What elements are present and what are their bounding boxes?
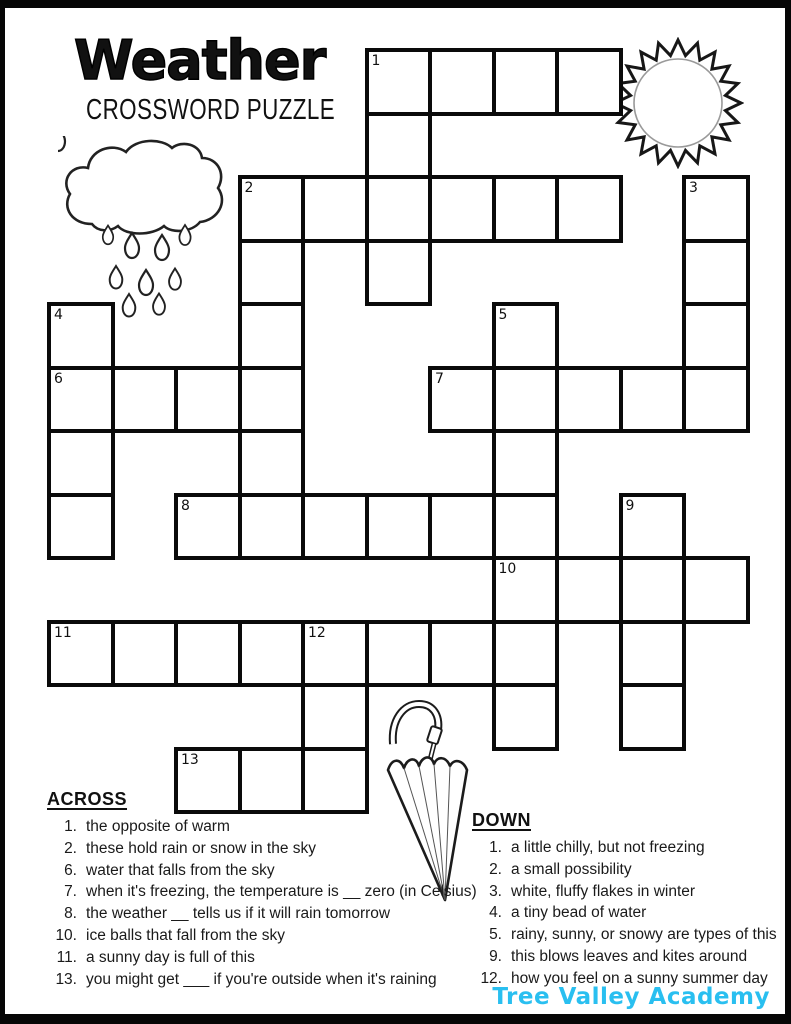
across-section	[47, 789, 492, 990]
grid-cell[interactable]	[492, 683, 560, 751]
grid-cell[interactable]	[365, 175, 433, 243]
across-clue-list	[47, 816, 492, 990]
grid-cell[interactable]	[301, 493, 369, 561]
page-subtitle: CROSSWORD PUZZLE	[86, 92, 336, 126]
grid-cell-number: 3	[689, 180, 698, 196]
clue-text: these hold rain or snow in the sky	[86, 839, 317, 857]
grid-cell-number: 1	[371, 53, 381, 69]
grid-cell-number: 9	[625, 497, 635, 514]
grid-cell[interactable]	[365, 239, 433, 307]
grid-cell[interactable]	[47, 429, 115, 497]
grid-cell[interactable]	[365, 112, 433, 180]
grid-cell-number: 7	[435, 370, 444, 387]
grid-cell[interactable]	[174, 620, 242, 688]
grid-cell[interactable]	[238, 620, 306, 688]
grid-cell[interactable]	[555, 175, 623, 243]
clue-down-4	[472, 902, 787, 924]
clue-across-11	[47, 947, 492, 969]
grid-cell[interactable]	[682, 366, 750, 434]
grid-cell-number: 11	[54, 624, 72, 641]
clue-text: rainy, sunny, or snowy are types of this	[511, 926, 777, 944]
grid-cell[interactable]	[428, 175, 496, 243]
grid-cell[interactable]	[238, 429, 306, 497]
grid-cell-number: 5	[498, 307, 508, 323]
across-heading: ACROSS	[47, 789, 128, 809]
grid-cell[interactable]	[619, 556, 687, 624]
grid-cell[interactable]	[682, 239, 750, 307]
clue-text: when it's freezing, the temperature is __ zero (in Celsius)	[86, 883, 477, 901]
clue-across-8	[47, 903, 492, 925]
clue-number: 9.	[489, 947, 502, 965]
grid-cell[interactable]	[492, 175, 560, 243]
clue-number: 1.	[489, 839, 502, 856]
clue-number: 1.	[64, 818, 77, 835]
clue-down-1	[472, 837, 787, 859]
grid-cell-number: 4	[54, 307, 63, 323]
clue-across-13	[47, 969, 492, 991]
grid-cell[interactable]	[682, 556, 750, 624]
clue-down-2	[472, 859, 787, 881]
grid-cell[interactable]	[365, 493, 433, 561]
grid-cell-number: 2	[244, 180, 254, 196]
grid-cell[interactable]	[555, 366, 623, 434]
clue-number: 5.	[489, 926, 502, 944]
clue-across-7	[47, 881, 492, 903]
clue-number: 6.	[64, 861, 77, 879]
grid-cell[interactable]	[301, 175, 369, 243]
crossword-grid[interactable]	[47, 48, 750, 814]
grid-cell-number: 8	[181, 497, 190, 514]
clue-text: a little chilly, but not freezing	[511, 839, 705, 856]
grid-cell[interactable]	[682, 302, 750, 370]
grid-cell[interactable]	[619, 683, 687, 751]
clue-number: 8.	[64, 905, 77, 923]
grid-cell[interactable]	[301, 683, 369, 751]
grid-cell[interactable]	[238, 493, 306, 561]
grid-cell[interactable]	[428, 48, 496, 116]
clue-across-2	[47, 838, 492, 860]
clue-text: a sunny day is full of this	[86, 948, 255, 966]
clue-down-9	[472, 946, 787, 968]
grid-cell[interactable]	[238, 239, 306, 307]
grid-cell[interactable]	[555, 48, 623, 116]
clue-text: you might get ___ if you're outside when it's raining	[86, 970, 437, 988]
grid-cell[interactable]	[492, 366, 560, 434]
grid-cell[interactable]	[492, 48, 560, 116]
clue-text: ice balls that fall from the sky	[86, 926, 285, 944]
grid-cell[interactable]	[619, 366, 687, 434]
grid-cell[interactable]	[111, 620, 179, 688]
clue-number: 3.	[489, 882, 502, 900]
grid-cell[interactable]	[47, 493, 115, 561]
clue-text: a tiny bead of water	[511, 904, 647, 922]
clue-text: a small possibility	[511, 860, 632, 878]
clue-text: the weather __ tells us if it will rain tomorrow	[86, 905, 391, 923]
grid-cell[interactable]	[238, 366, 306, 434]
grid-cell[interactable]	[428, 493, 496, 561]
clue-down-3	[472, 881, 787, 903]
grid-cell[interactable]	[492, 620, 560, 688]
clue-number: 2.	[64, 839, 77, 857]
clue-down-5	[472, 924, 787, 946]
grid-cell[interactable]	[555, 556, 623, 624]
grid-cell[interactable]	[492, 493, 560, 561]
clue-number: 12.	[480, 969, 502, 987]
clue-text: white, fluffy flakes in winter	[511, 882, 696, 900]
clue-text: water that falls from the sky	[86, 861, 275, 879]
clue-text: this blows leaves and kites around	[511, 947, 748, 965]
grid-cell[interactable]	[365, 620, 433, 688]
grid-cell[interactable]	[238, 302, 306, 370]
down-heading: DOWN	[472, 810, 531, 830]
clue-number: 2.	[489, 860, 502, 878]
down-clue-list	[472, 837, 787, 990]
grid-cell[interactable]	[174, 366, 242, 434]
clue-number: 13.	[55, 970, 77, 988]
clue-text: how you feel on a sunny summer day	[511, 969, 768, 987]
clue-across-1	[47, 816, 492, 838]
clue-across-10	[47, 925, 492, 947]
grid-cell-number: 13	[181, 751, 199, 768]
clue-number: 11.	[56, 948, 77, 966]
down-section	[472, 810, 787, 990]
grid-cell-number: 6	[54, 370, 63, 387]
footer-brand: Tree Valley Academy	[492, 984, 770, 1010]
grid-cell-number: 10	[498, 561, 517, 577]
clue-number: 4.	[489, 904, 502, 922]
clue-text: the opposite of warm	[86, 818, 230, 835]
grid-cell[interactable]	[428, 620, 496, 688]
grid-cell[interactable]	[619, 620, 687, 688]
grid-cell-number: 12	[308, 624, 326, 641]
grid-cell[interactable]	[492, 429, 560, 497]
clue-number: 7.	[64, 883, 77, 901]
clue-number: 10.	[55, 926, 77, 944]
clue-across-6	[47, 860, 492, 882]
grid-cell[interactable]	[111, 366, 179, 434]
page-title: Weather	[74, 29, 326, 92]
